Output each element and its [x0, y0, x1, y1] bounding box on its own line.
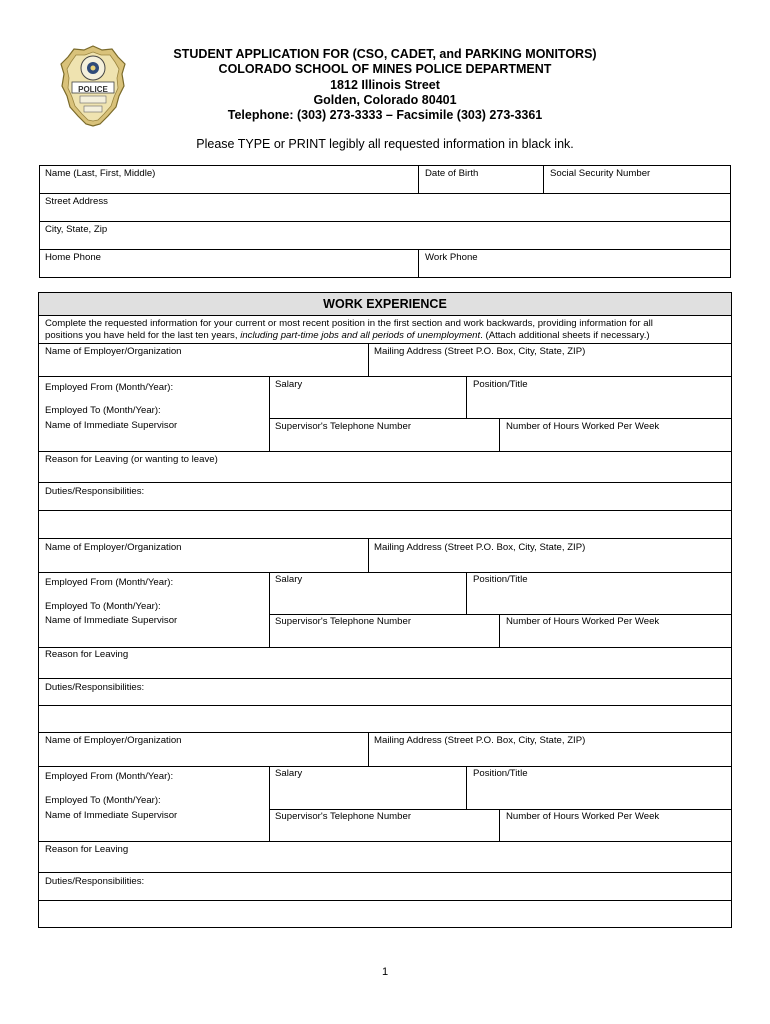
- job1-reason-field[interactable]: Reason for Leaving (or wanting to leave): [45, 454, 218, 465]
- city-state-zip-field[interactable]: City, State, Zip: [45, 224, 108, 235]
- job2-supervisor-phone-field[interactable]: Supervisor's Telephone Number: [275, 616, 412, 627]
- job2-duties-field[interactable]: Duties/Responsibilities:: [45, 682, 145, 693]
- job1-employed-from-field[interactable]: Employed From (Month/Year):: [45, 382, 174, 393]
- job3-employed-to-field[interactable]: Employed To (Month/Year):: [45, 795, 161, 806]
- badge-text: POLICE: [78, 85, 108, 94]
- work-instructions-line-1: Complete the requested information for your current or most recent position in the first section and work backwards, providing information for all: [45, 318, 653, 329]
- work-experience-title: WORK EXPERIENCE: [323, 297, 447, 311]
- street-address-field[interactable]: Street Address: [45, 196, 108, 207]
- dob-field[interactable]: Date of Birth: [425, 168, 479, 179]
- job2-employed-to-field[interactable]: Employed To (Month/Year):: [45, 601, 161, 612]
- street-line: 1812 Illinois Street: [330, 77, 440, 92]
- work-instructions-line-2: [45, 330, 725, 342]
- job3-mailing-address-field[interactable]: Mailing Address (Street P.O. Box, City, State, ZIP): [374, 735, 586, 746]
- name-field[interactable]: Name (Last, First, Middle): [45, 168, 156, 179]
- job1-duties-field[interactable]: Duties/Responsibilities:: [45, 486, 145, 497]
- job3-reason-field[interactable]: Reason for Leaving: [45, 844, 129, 855]
- work-instructions-emphasis: including part-time jobs and all periods of unemployment: [240, 330, 481, 341]
- job3-duties-field[interactable]: Duties/Responsibilities:: [45, 876, 145, 887]
- job3-employer-field[interactable]: Name of Employer/Organization: [45, 735, 182, 746]
- contact-line: Telephone: (303) 273-3333 – Facsimile (303) 273-3361: [227, 108, 543, 123]
- job3-hours-field[interactable]: Number of Hours Worked Per Week: [506, 811, 660, 822]
- job2-mailing-address-field[interactable]: Mailing Address (Street P.O. Box, City, State, ZIP): [374, 542, 586, 553]
- ssn-field[interactable]: Social Security Number: [550, 168, 651, 179]
- job2-salary-field[interactable]: Salary: [275, 574, 303, 585]
- job2-position-field[interactable]: Position/Title: [473, 574, 528, 585]
- job1-employed-to-field[interactable]: Employed To (Month/Year):: [45, 405, 161, 416]
- work-instructions-text-b: . (Attach additional sheets if necessary.): [480, 330, 650, 341]
- job3-salary-field[interactable]: Salary: [275, 768, 303, 779]
- home-phone-field[interactable]: Home Phone: [45, 252, 101, 263]
- job3-supervisor-phone-field[interactable]: Supervisor's Telephone Number: [275, 811, 412, 822]
- job1-employer-field[interactable]: Name of Employer/Organization: [45, 346, 182, 357]
- page-number: 1: [381, 966, 389, 978]
- job1-supervisor-field[interactable]: Name of Immediate Supervisor: [45, 420, 178, 431]
- work-phone-field[interactable]: Work Phone: [425, 252, 478, 263]
- instruction-text: Please TYPE or PRINT legibly all requested information in black ink.: [196, 137, 574, 151]
- job1-supervisor-phone-field[interactable]: Supervisor's Telephone Number: [275, 421, 412, 432]
- department-name: COLORADO SCHOOL OF MINES POLICE DEPARTMENT: [218, 62, 552, 77]
- job2-reason-field[interactable]: Reason for Leaving: [45, 649, 129, 660]
- job2-employed-from-field[interactable]: Employed From (Month/Year):: [45, 577, 174, 588]
- city-line: Golden, Colorado 80401: [313, 92, 457, 107]
- work-experience-header: [39, 293, 731, 316]
- job2-employer-field[interactable]: Name of Employer/Organization: [45, 542, 182, 553]
- job2-supervisor-field[interactable]: Name of Immediate Supervisor: [45, 615, 178, 626]
- form-title: STUDENT APPLICATION FOR (CSO, CADET, and PARKING MONITORS): [173, 47, 597, 61]
- job1-hours-field[interactable]: Number of Hours Worked Per Week: [506, 421, 660, 432]
- work-instructions: [45, 318, 725, 342]
- job1-salary-field[interactable]: Salary: [275, 379, 303, 390]
- job1-position-field[interactable]: Position/Title: [473, 379, 528, 390]
- job3-supervisor-field[interactable]: Name of Immediate Supervisor: [45, 810, 178, 821]
- work-instructions-text-a: positions you have held for the last ten years,: [45, 330, 241, 341]
- form-header: [150, 47, 620, 123]
- job1-mailing-address-field[interactable]: Mailing Address (Street P.O. Box, City, State, ZIP): [374, 346, 586, 357]
- job2-hours-field[interactable]: Number of Hours Worked Per Week: [506, 616, 660, 627]
- job3-employed-from-field[interactable]: Employed From (Month/Year):: [45, 771, 174, 782]
- job3-position-field[interactable]: Position/Title: [473, 768, 528, 779]
